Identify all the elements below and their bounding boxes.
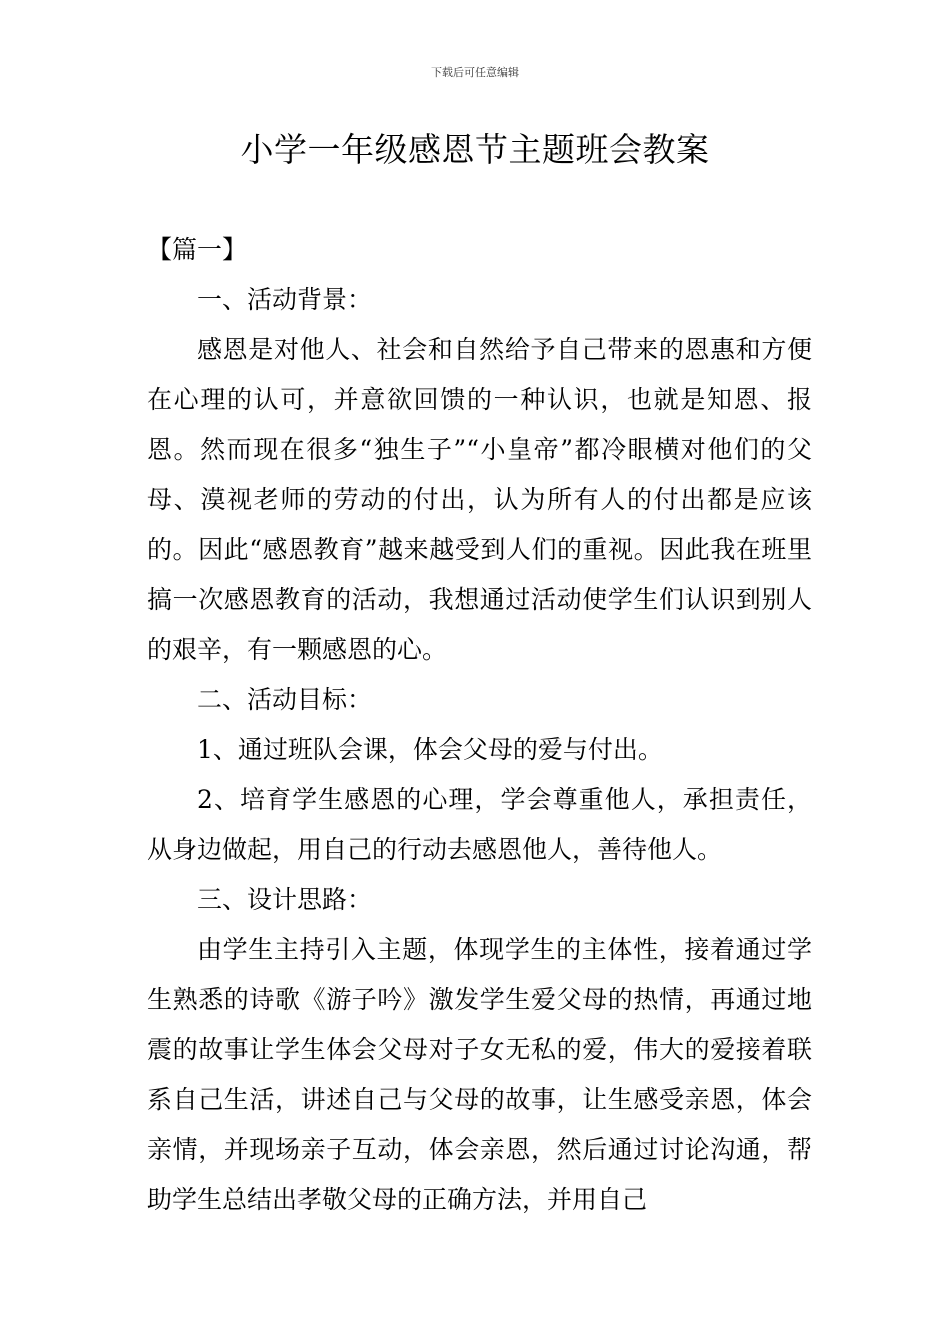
page-title: 小学一年级感恩节主题班会教案 bbox=[240, 130, 710, 169]
section-label: 【篇一】 bbox=[147, 235, 248, 264]
goal-item-2: 2、培育学生感恩的心理，学会尊重他人，承担责任，从身边做起，用自己的行动去感恩他人，善待他人。 bbox=[147, 785, 812, 864]
heading-background: 一、活动背景： bbox=[197, 285, 373, 314]
goal-item-1: 1、通过班队会课，体会父母的爱与付出。 bbox=[197, 735, 663, 764]
document-body bbox=[147, 225, 812, 1225]
heading-goals: 二、活动目标： bbox=[197, 685, 373, 714]
heading-design: 三、设计思路： bbox=[197, 885, 373, 914]
paragraph-design: 由学生主持引入主题，体现学生的主体性，接着通过学生熟悉的诗歌《游子吟》激发学生爱父母的热情，再通过地震的故事让学生体会父母对子女无私的爱，伟大的爱接着联系自己生活，讲述自己与父母的故事，让生感受亲恩，体会亲情，并现场亲子互动，体会亲恩，然后通过讨论沟通，帮助学生总结出孝敬父母的正确方法，并用自己 bbox=[147, 935, 812, 1214]
header-note: 下载后可任意编辑 bbox=[431, 66, 519, 79]
paragraph-background: 感恩是对他人、社会和自然给予自己带来的恩惠和方便在心理的认可，并意欲回馈的一种认识，也就是知恩、报恩。然而现在很多“独生子”“小皇帝”都冷眼横对他们的父母、漠视老师的劳动的付出，认为所有人的付出都是应该的。因此“感恩教育”越来越受到人们的重视。因此我在班里搞一次感恩教育的活动，我想通过活动使学生们认识到别人的艰辛，有一颗感恩的心。 bbox=[147, 335, 812, 664]
